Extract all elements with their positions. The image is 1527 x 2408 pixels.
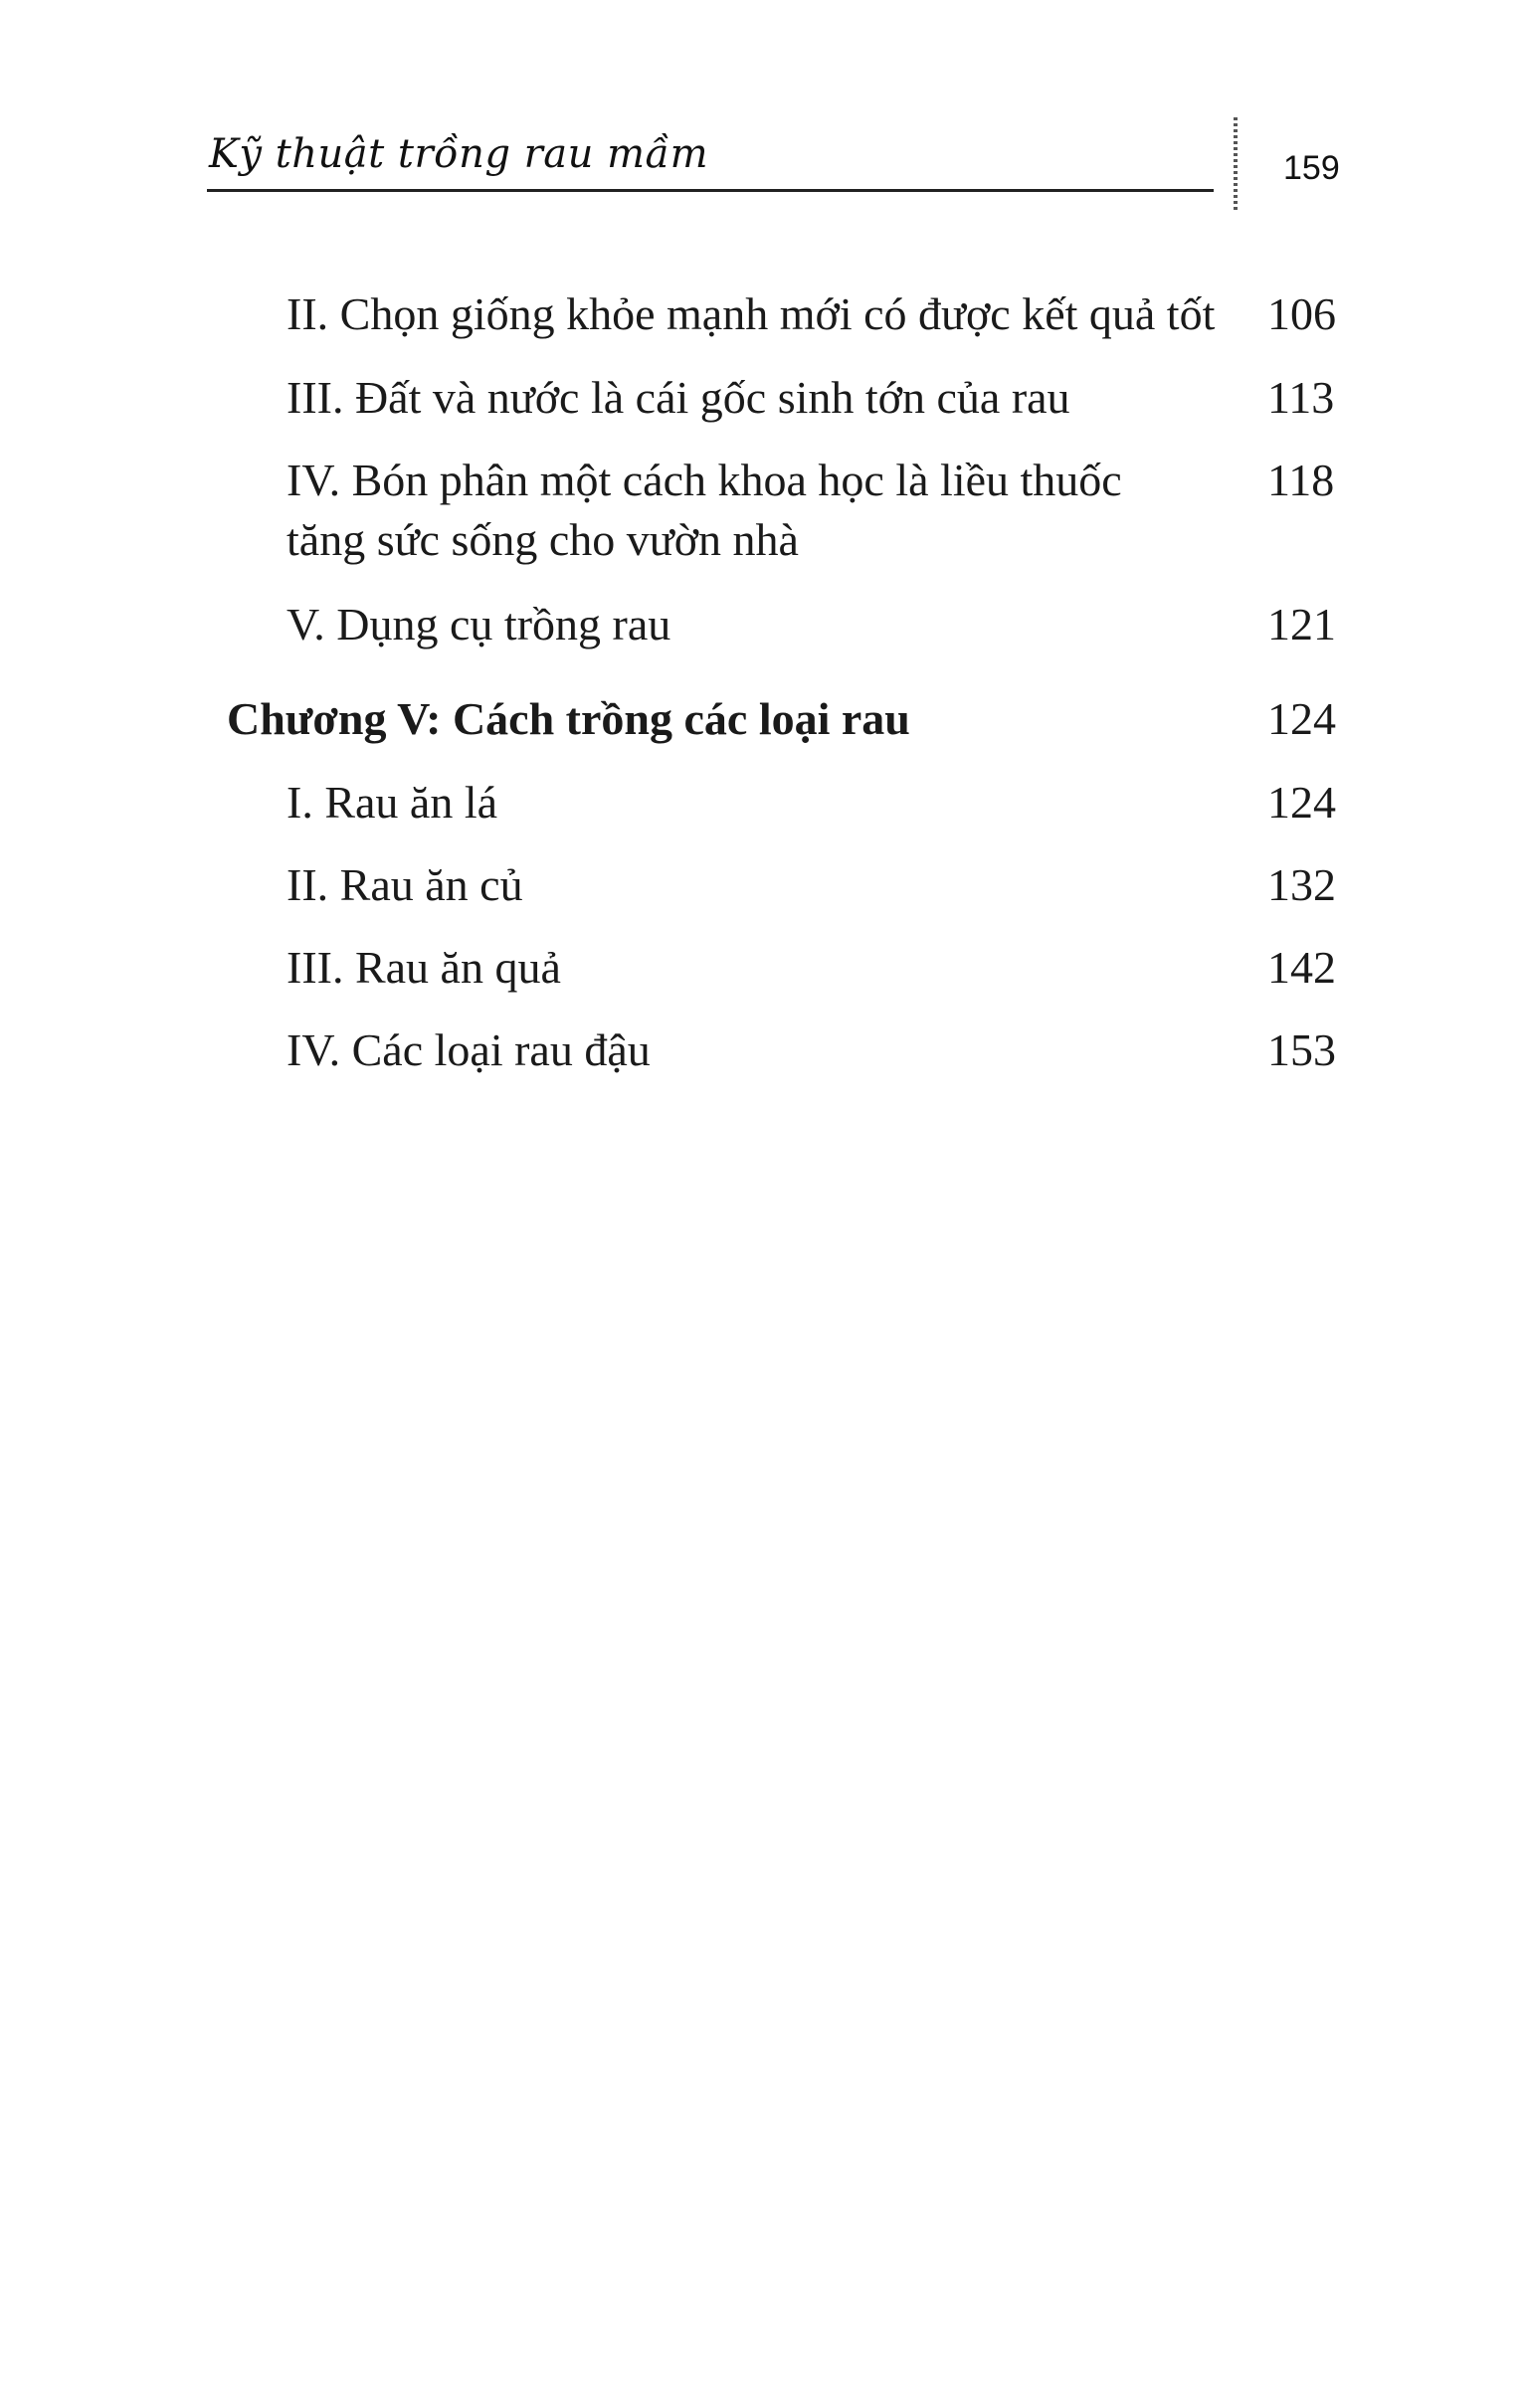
toc-entry-title: III. Rau ăn quả xyxy=(286,942,561,993)
toc-entry-page: 106 xyxy=(1267,288,1336,339)
toc-entry-page: 118 xyxy=(1267,455,1335,505)
toc-entry-page: 121 xyxy=(1267,599,1336,649)
page-number: 159 xyxy=(1283,149,1340,187)
toc-entry-page: 124 xyxy=(1267,693,1336,744)
toc-chapter-title: Chương V: Cách trồng các loại rau xyxy=(227,693,910,744)
toc-chapter-entry xyxy=(227,689,1341,749)
header-rule xyxy=(207,189,1214,192)
toc-entry xyxy=(286,1020,1341,1080)
running-header-title: Kỹ thuật trồng rau mầm xyxy=(209,131,708,177)
toc-entry xyxy=(286,284,1341,344)
toc-entry xyxy=(286,938,1341,998)
toc-entry-title: V. Dụng cụ trồng rau xyxy=(286,599,671,649)
toc-entry xyxy=(286,595,1341,654)
toc-entry-title xyxy=(286,451,1122,570)
toc-entry-page: 132 xyxy=(1267,859,1336,910)
toc-entry xyxy=(286,368,1341,428)
toc-entry-page: 153 xyxy=(1267,1024,1336,1075)
toc-entry-page: 113 xyxy=(1267,372,1335,423)
toc-entry-title: I. Rau ăn lá xyxy=(286,777,498,828)
toc-entry-title: II. Chọn giống khỏe mạnh mới có được kết quả tốt xyxy=(286,288,1216,339)
toc-entry-title-line: IV. Bón phân một cách khoa học là liều thuốc xyxy=(286,455,1122,505)
toc-entry-title: III. Đất và nước là cái gốc sinh tớn của rau xyxy=(286,372,1070,423)
toc-entry-title: II. Rau ăn củ xyxy=(286,859,523,910)
toc-entry xyxy=(286,773,1341,833)
header-divider xyxy=(1234,117,1238,213)
toc-entry-page: 124 xyxy=(1267,777,1336,828)
toc-entry-title-line: tăng sức sống cho vườn nhà xyxy=(286,514,799,565)
toc-entry-page: 142 xyxy=(1267,942,1336,993)
toc-entry xyxy=(286,451,1341,575)
toc-entry xyxy=(286,855,1341,915)
toc-entry-title: IV. Các loại rau đậu xyxy=(286,1024,651,1075)
